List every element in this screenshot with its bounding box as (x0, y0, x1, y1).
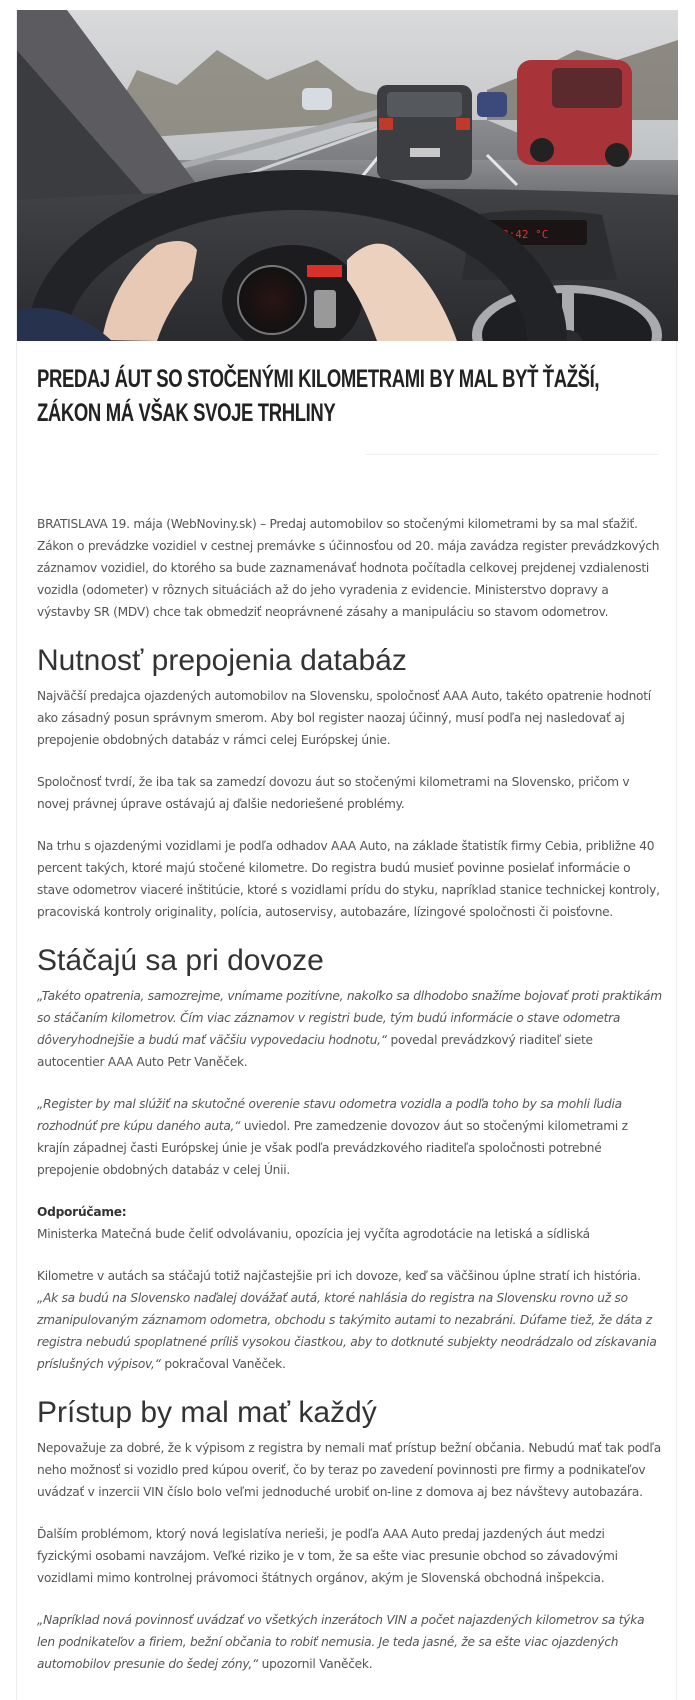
section-heading: Prístup by mal mať každý (37, 1396, 377, 1429)
title-divider (366, 454, 658, 455)
attribution-text: upozornil Vaněček. (258, 1657, 373, 1671)
paragraph-text: Kilometre v autách sa stáčajú totiž najčastejšie pri ich dovoze, keď sa väčšinou úplne stratí ich história. (37, 1269, 641, 1283)
recommended-article-link[interactable]: Ministerka Matečná bude čeliť odvolávaniu, opozícia jej vyčíta agrodotácie na letiská a sídliská (37, 1227, 590, 1241)
paragraph: Najväčší predajca ojazdených automobilov na Slovensku, spoločnosť AAA Auto, takéto opatrenie hodnotí ako zásadný posun správnym smerom. Aby bol register naozaj účinný, musí podľa nej nasledovať aj prepojenie obdobných databáz v rámci celej Európskej únie. (37, 689, 651, 747)
quote-text: „Takéto opatrenia, samozrejme, vnímame pozitívne, nakoľko sa dlhodobo snažíme bojovať proti praktikám so stáčaním kilometrov. Čím viac záznamov v registri bude, tým budú informácie o stave odometra dôveryhodnejšie a budú mať väčšiu vypovedaciu hodnotu,“ (37, 989, 662, 1047)
paragraph: Na trhu s ojazdenými vozidlami je podľa odhadov AAA Auto, na základe štatistík firmy Cebia, približne 40 percent takých, ktoré majú stočené kilometre. Do registra budú musieť povinne posielať informácie o stave odometrov viaceré inštitúcie, ktoré s vozidlami prídu do styku, napríklad stanice technickej kontroly, pracoviská kontroly originality, polícia, autoservisy, autobazáre, lízingové spoločnosti či poisťovne. (37, 839, 660, 919)
quote-text: „Ak sa budú na Slovensko naďalej dovážať autá, ktoré nahlásia do registra na Slovensku rovno už so zmanipulovaným záznamom odometra, obchodu s takýmito autami to nezabráni. Dúfame tiež, že dáta z registra nebudú spoplatnené príliš vysokou čiastkou, aby to dotknuté subjekty neodrádzalo od získavania príslušných výpisov,“ (37, 1291, 657, 1371)
hero-image (17, 10, 678, 341)
section-heading: Nutnosť prepojenia databáz (37, 644, 407, 677)
quote-paragraph (37, 985, 662, 1073)
article-title: PREDAJ ÁUT SO STOČENÝMI KILOMETRAMI BY MAL BYŤ ŤAŽŠÍ, ZÁKON MÁ VŠAK SVOJE TRHLINY (37, 365, 600, 427)
recommended-box (37, 1201, 662, 1245)
paragraph: Nepovažuje za dobré, že k výpisom z registra by nemali mať prístup bežní občania. Nebudú mať tak podľa neho možnosť si vozidlo pred kúpou overiť, čo by teraz po zavedení povinnosti pre firmy a podnikateľov uvádzať v inzercii VIN číslo bolo veľmi jednoduché urobiť on-line z domova aj bez návštevy autobazára. (37, 1441, 661, 1499)
article-body (37, 513, 662, 1695)
quote-paragraph (37, 1265, 662, 1375)
hero-photo-icon (17, 10, 678, 341)
section-heading: Stáčajú sa pri dovoze (37, 944, 324, 977)
paragraph: Ďalším problémom, ktorý nová legislatíva nerieši, je podľa AAA Auto predaj jazdených áut medzi fyzickými osobami navzájom. Veľké riziko je v tom, že sa ešte viac presunie obchod so závadovými vozidlami mimo kontrolnej právomoci štátnych orgánov, akým je Slovenská obchodná inšpekcia. (37, 1527, 618, 1585)
quote-text: „Napríklad nová povinnosť uvádzať vo všetkých inzerátoch VIN a počet najazdených kilometrov sa týka len podnikateľov a firiem, bežní občania to robiť nemusia. Je teda jasné, že sa ešte viac ojazdených automobilov presunie do šedej zóny,“ (37, 1613, 645, 1671)
svg-text:8:42 °C: 8:42 °C (502, 228, 549, 241)
intro-paragraph: BRATISLAVA 19. mája (WebNoviny.sk) – Predaj automobilov so stočenými kilometrami by sa mal sťažiť. Zákon o prevádzke vozidiel v cestnej premávke s účinnosťou od 20. mája zavádza register prevádzkových záznamov vozidiel, do ktorého sa bude zaznamenávať hodnota počítadla celkovej prejdenej vzdialenosti vozidla (odometer) v rôznych situáciách až do jeho vyradenia z evidencie. Ministerstvo dopravy a výstavby SR (MDV) chce tak obmedziť neoprávnené zásahy a manipuláciu so stavom odometrov. (37, 517, 660, 619)
attribution-text: uviedol. Pre zamedzenie dovozov áut so stočenými kilometrami z krajín západnej časti Európskej únie je však podľa prevádzkového riaditeľa spoločnosti potrebné prepojenie obdobných databáz v celej Únii. (37, 1119, 628, 1177)
quote-paragraph (37, 1609, 662, 1675)
quote-paragraph (37, 1093, 662, 1181)
paragraph: Spoločnosť tvrdí, že iba tak sa zamedzí dovozu áut so stočenými kilometrami na Slovensko, pričom v novej právnej úprave ostávajú aj ďalšie nedoriešené problémy. (37, 775, 630, 811)
article-card (16, 10, 677, 1700)
attribution-text: pokračoval Vaněček. (160, 1357, 286, 1371)
quote-text: „Register by mal slúžiť na skutočné overenie stavu odometra vozidla a podľa toho by sa mohli ľudia rozhodnúť pre kúpu daného auta,“ (37, 1097, 622, 1133)
recommended-label: Odporúčame: (37, 1205, 127, 1219)
attribution-text: povedal prevádzkový riaditeľ siete autocentier AAA Auto Petr Vaněček. (37, 1033, 593, 1069)
